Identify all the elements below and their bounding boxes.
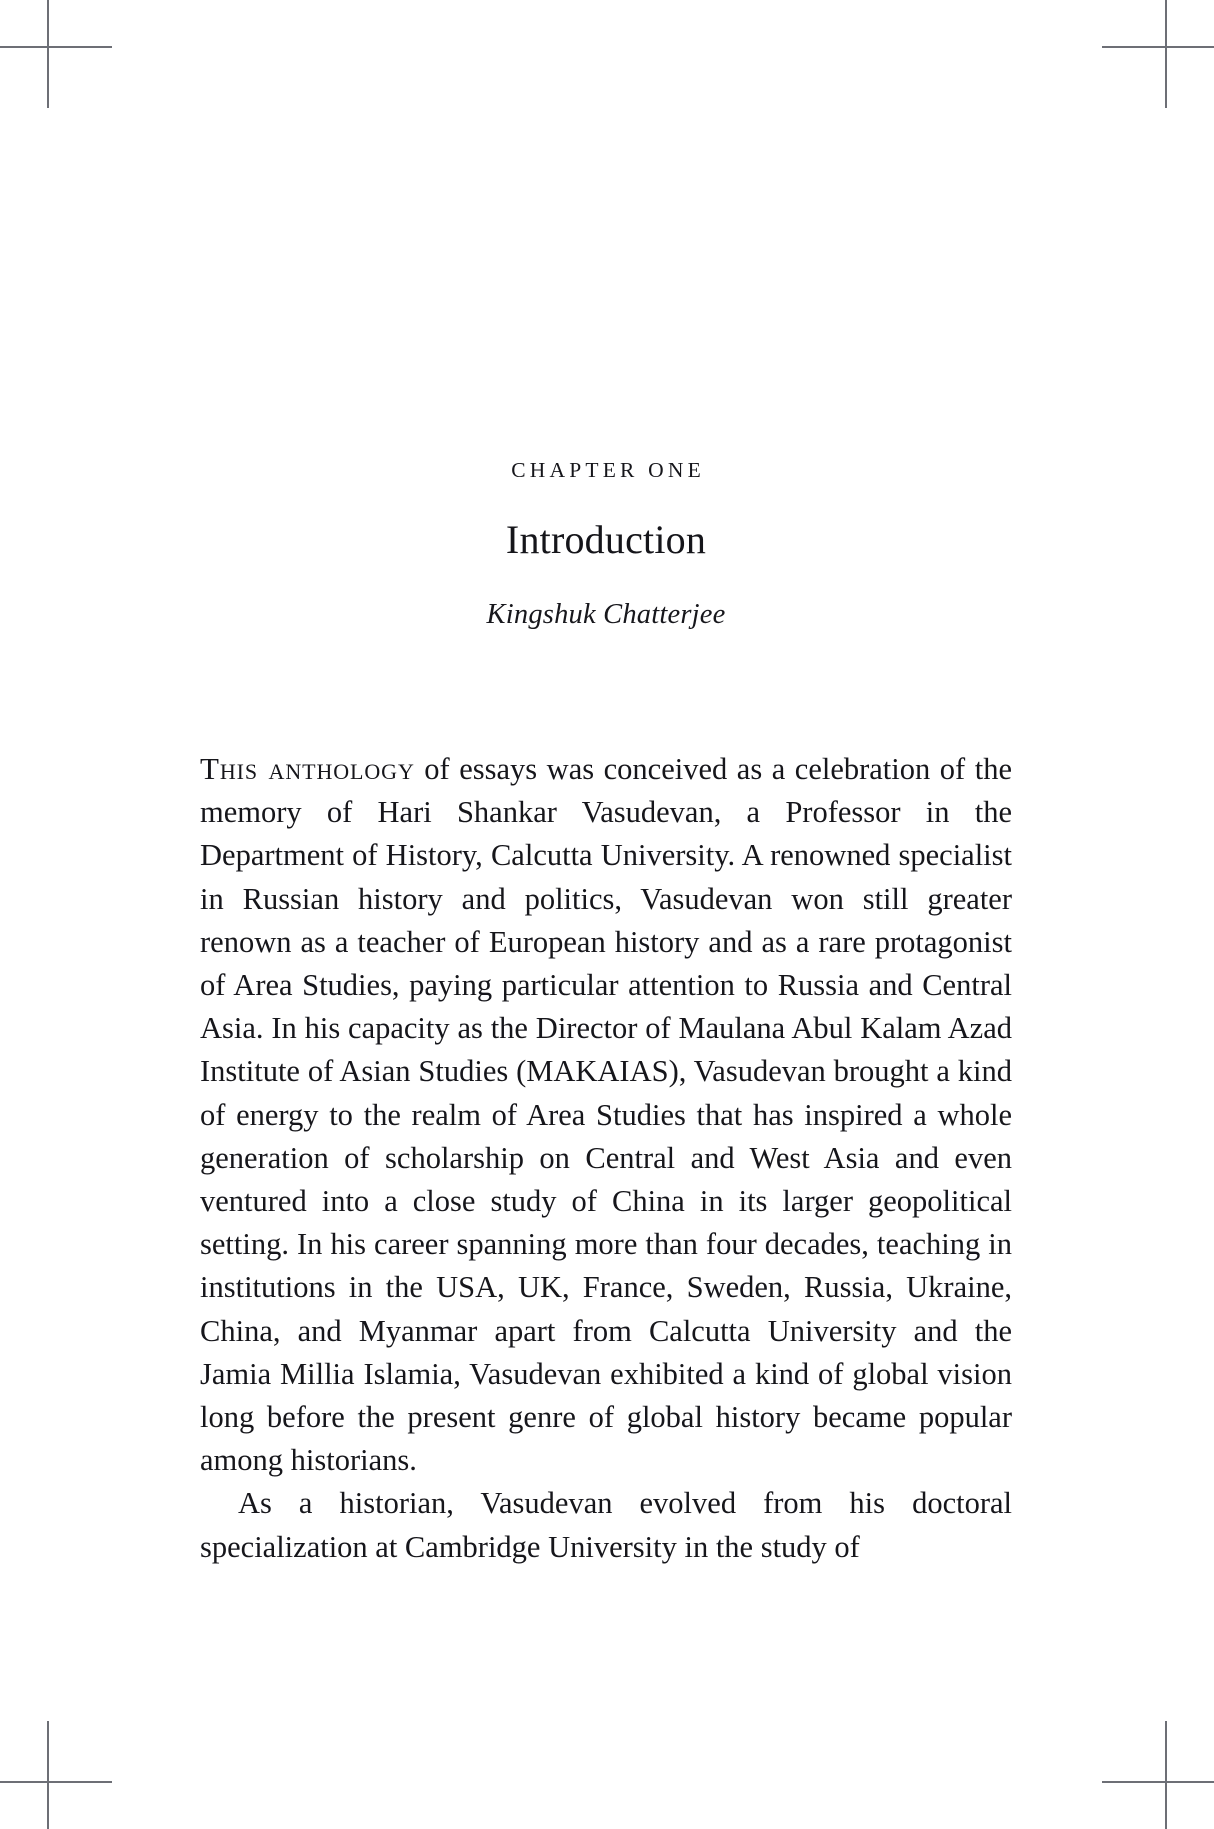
chapter-label: CHAPTER ONE [511, 458, 705, 482]
author-byline: Kingshuk Chatterjee [486, 599, 726, 630]
body-copy [200, 631, 1012, 1569]
paragraph-second: As a historian, Vasudevan evolved from his doctoral specialization at Cambridge University in the study of [200, 1486, 1012, 1564]
crop-mark-top-right-vertical [1165, 0, 1167, 108]
crop-mark-bottom-right-horizontal [1102, 1781, 1214, 1783]
crop-mark-bottom-right-vertical [1165, 1721, 1167, 1829]
paragraph-first-text: of essays was conceived as a celebration of the memory of Hari Shankar Vasudevan, a Professor in the Department of History, Calcutta University. A renowned specialist in Russian history and politics, Vasudevan won still greater renown as a teacher of European history and as a rare protagonist of Area Studies, paying particular attention to Russia and Central Asia. In his capacity as the Director of Maulana Abul Kalam Azad Institute of Asian Studies (MAKAIAS), Vasudevan brought a kind of energy to the realm of Area Studies that has inspired a whole generation of scholarship on Central and West Asia and even ventured into a close study of China in its larger geopolitical setting. In his career spanning more than four decades, teaching in institutions in the USA, UK, France, Sweden, Russia, Ukraine, China, and Myanmar apart from Calcutta University and the Jamia Millia Islamia, Vasudevan exhibited a kind of global vision long before the present genre of global history became popular among historians. [200, 752, 1012, 1478]
paragraph-first [200, 747, 1012, 1482]
crop-mark-top-right-horizontal [1102, 46, 1214, 48]
crop-mark-bottom-left-horizontal [0, 1781, 112, 1783]
crop-mark-top-left-horizontal [0, 46, 112, 48]
text-block [200, 0, 1012, 1569]
paragraph-lead-in: This anthology [200, 751, 415, 786]
crop-mark-top-left-vertical [47, 0, 49, 108]
crop-mark-bottom-left-vertical [47, 1721, 49, 1829]
page-title: Introduction [505, 517, 707, 562]
